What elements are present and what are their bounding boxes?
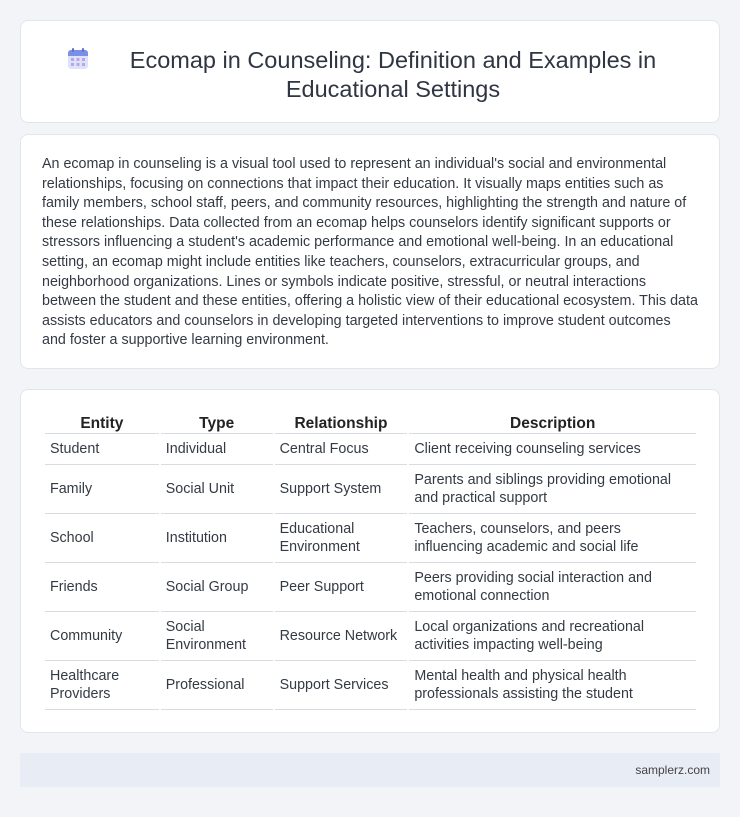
cell-description: Teachers, counselors, and peers influencing academic and social life <box>409 514 696 563</box>
table-row <box>45 434 696 465</box>
cell-type: Social Environment <box>161 612 273 661</box>
cell-relationship: Central Focus <box>275 434 408 465</box>
description-card <box>20 134 720 369</box>
table-row <box>45 563 696 612</box>
cell-entity: Community <box>45 612 159 661</box>
cell-relationship: Educational Environment <box>275 514 408 563</box>
cell-type: Institution <box>161 514 273 563</box>
cell-entity: Family <box>45 465 159 514</box>
table-row <box>45 661 696 710</box>
table-header-row <box>45 412 696 434</box>
table-row <box>45 465 696 514</box>
cell-entity: Friends <box>45 563 159 612</box>
cell-type: Social Group <box>161 563 273 612</box>
header-entity: Entity <box>45 412 159 434</box>
cell-relationship: Support System <box>275 465 408 514</box>
header-type: Type <box>161 412 273 434</box>
cell-type: Social Unit <box>161 465 273 514</box>
cell-description: Mental health and physical health professionals assisting the student <box>409 661 696 710</box>
description-text: An ecomap in counseling is a visual tool used to represent an individual's social and environmental relationships, focusing on connections that impact their education. It visually maps entities such as family members, school staff, peers, and community resources, highlighting the strength and nature of these relationships. Data collected from an ecomap helps counselors identify significant supports or stressors influencing a student's academic performance and emotional well-being. In an educational setting, an ecomap might include entities like teachers, counselors, extracurricular groups, and neighborhood organizations. Lines or symbols indicate positive, stressful, or neutral interactions between the student and these entities, offering a holistic view of their educational ecosystem. This data assists educators and counselors in developing targeted interventions to improve student outcomes and foster a supportive learning environment. <box>42 156 698 349</box>
page-title: Ecomap in Counseling: Definition and Examples in Educational Settings <box>129 47 657 102</box>
cell-description: Parents and siblings providing emotional and practical support <box>409 465 696 514</box>
cell-entity: School <box>45 514 159 563</box>
table-row <box>45 612 696 661</box>
cell-entity: Healthcare Providers <box>45 661 159 710</box>
cell-relationship: Resource Network <box>275 612 408 661</box>
header-relationship: Relationship <box>275 412 408 434</box>
cell-relationship: Support Services <box>275 661 408 710</box>
table-row <box>45 514 696 563</box>
calendar-icon <box>67 48 89 70</box>
footer-bar <box>20 753 720 787</box>
table-card <box>20 389 720 733</box>
header-description: Description <box>409 412 696 434</box>
cell-description: Local organizations and recreational activities impacting well-being <box>409 612 696 661</box>
cell-relationship: Peer Support <box>275 563 408 612</box>
footer-site-link[interactable]: samplerz.com <box>635 763 710 777</box>
cell-description: Client receiving counseling services <box>409 434 696 465</box>
cell-type: Professional <box>161 661 273 710</box>
cell-description: Peers providing social interaction and emotional connection <box>409 563 696 612</box>
ecomap-table <box>43 412 698 710</box>
cell-type: Individual <box>161 434 273 465</box>
cell-entity: Student <box>45 434 159 465</box>
title-card <box>20 20 720 123</box>
